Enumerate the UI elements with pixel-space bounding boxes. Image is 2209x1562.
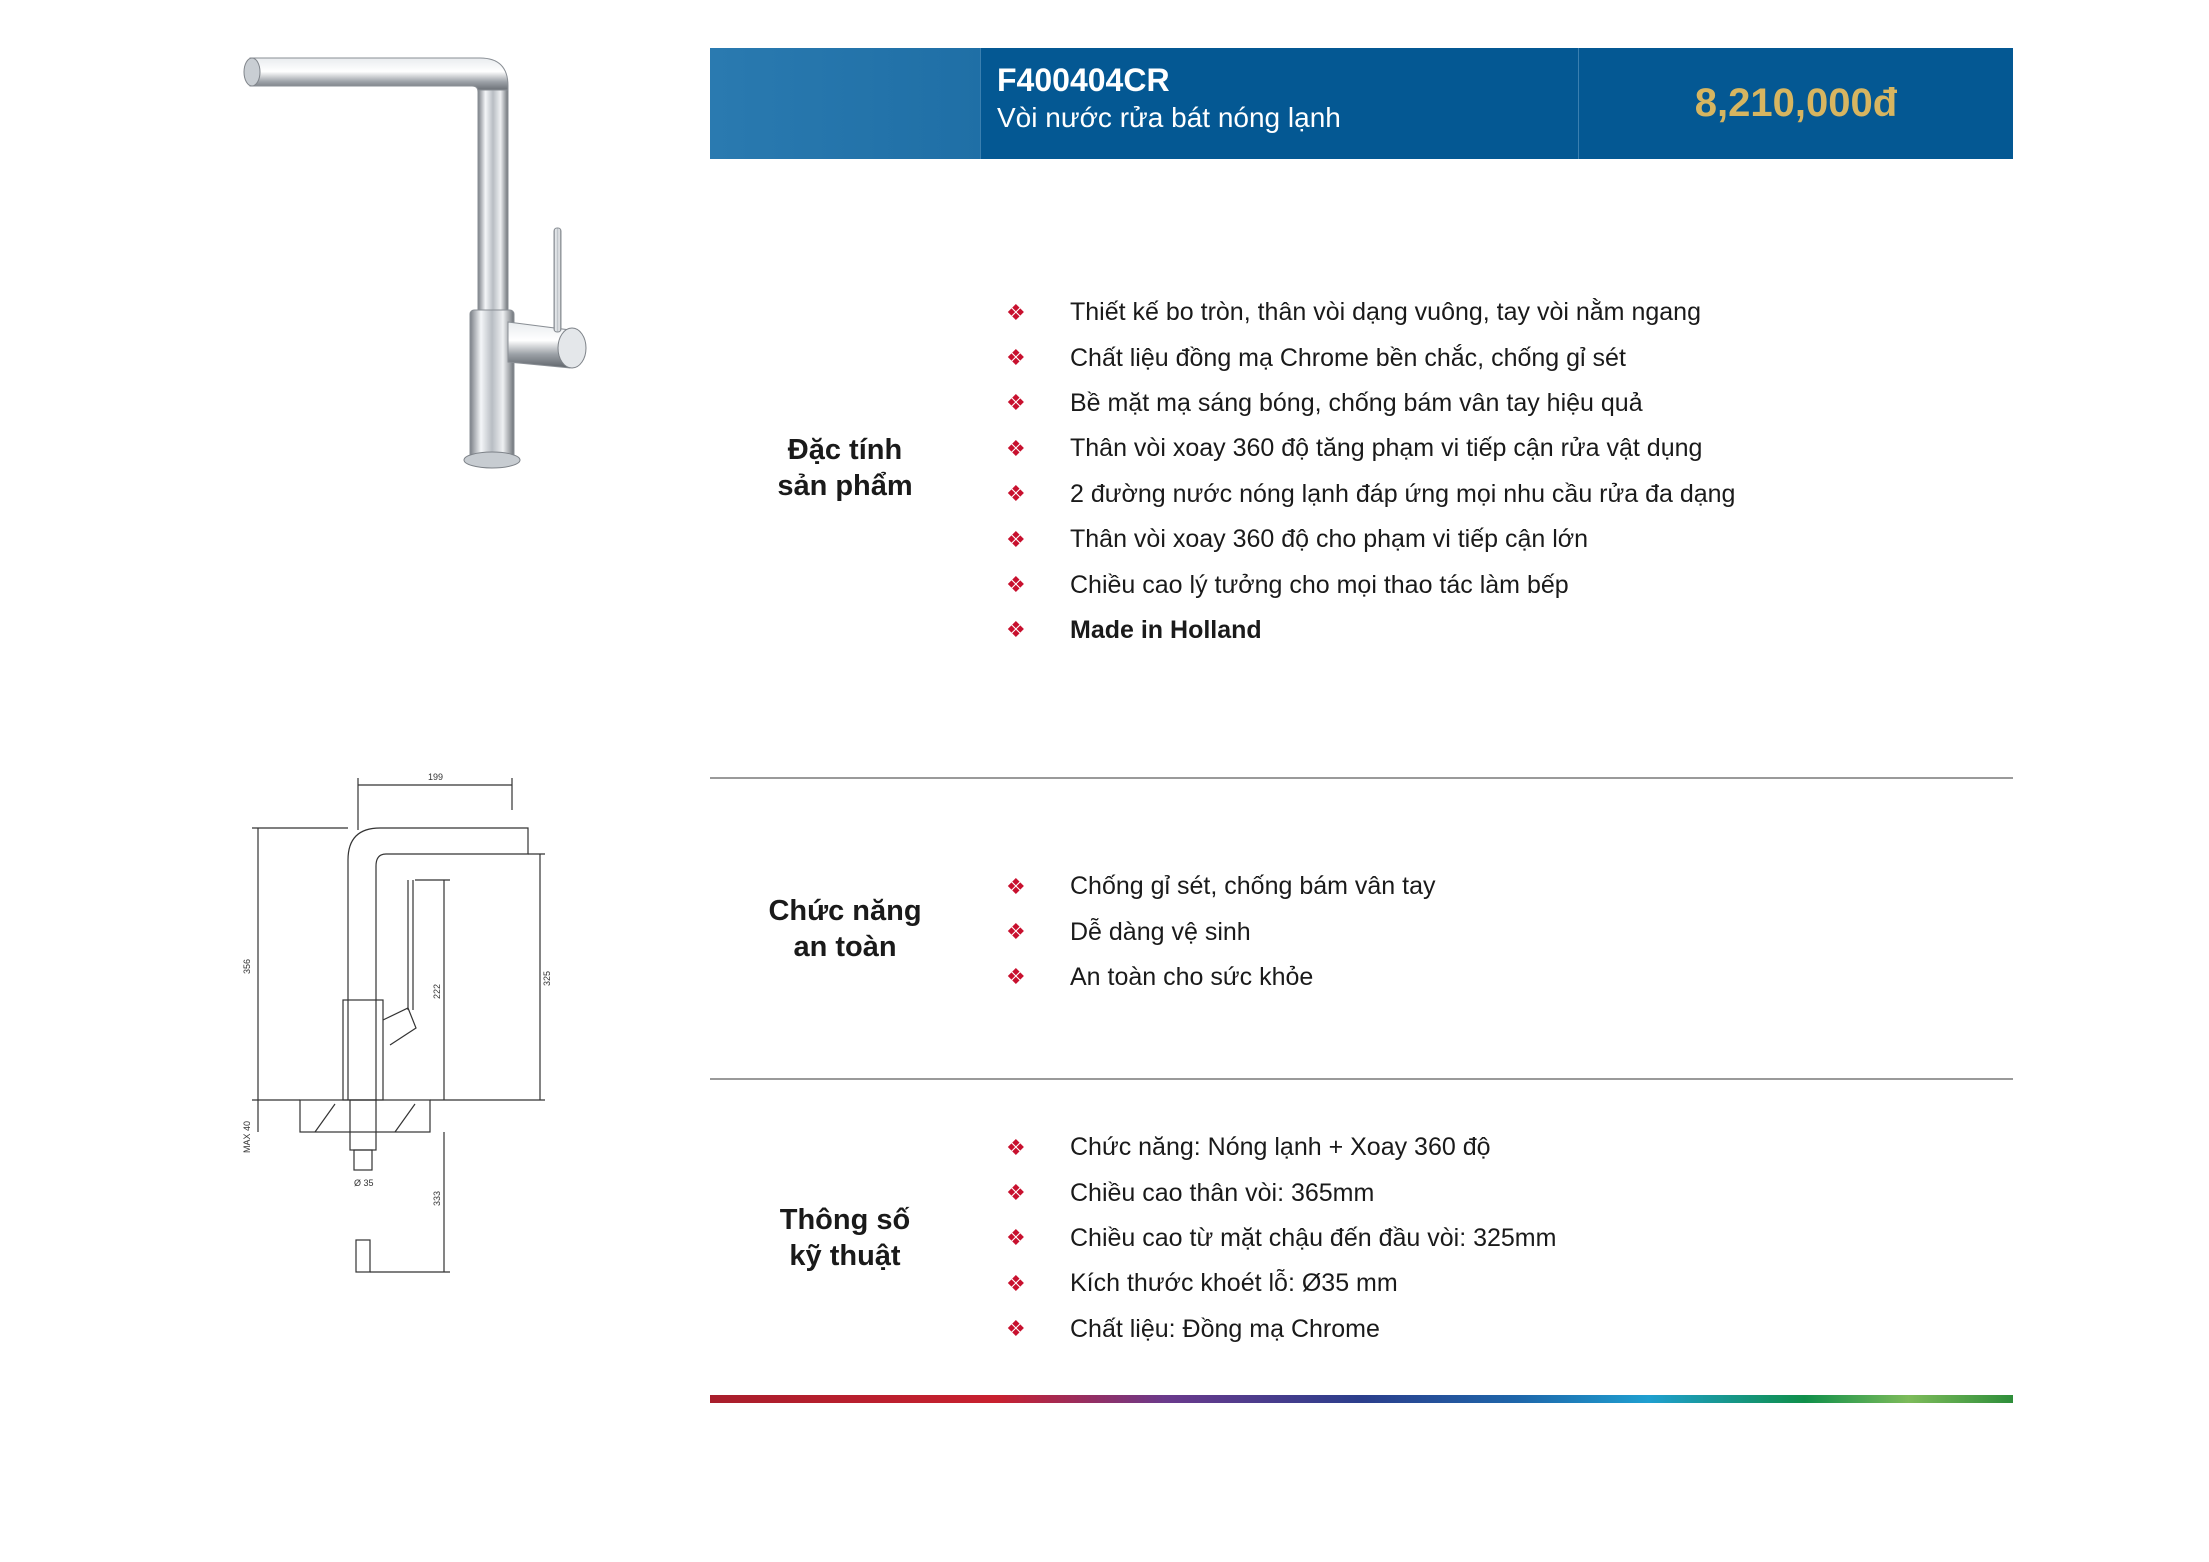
dim-max-label: MAX 40 <box>242 1120 252 1153</box>
features-list <box>1006 290 1735 653</box>
bullet-icon: ❖ <box>1006 873 1026 899</box>
bullet-icon: ❖ <box>1006 1270 1026 1296</box>
bottom-color-bar <box>710 1395 2013 1403</box>
bullet-icon: ❖ <box>1006 1180 1026 1206</box>
bullet-icon: ❖ <box>1006 299 1026 325</box>
section-label-features: Đặc tính sản phẩm <box>777 434 913 502</box>
bullet-icon: ❖ <box>1006 345 1026 371</box>
bullet-icon: ❖ <box>1006 526 1026 552</box>
dim-spout-height-label: 325 <box>542 970 552 986</box>
list-item: ❖ Chiều cao từ mặt chậu đến đầu vòi: 325mm <box>1006 1223 1557 1252</box>
bullet-icon: ❖ <box>1006 435 1026 461</box>
bullet-icon: ❖ <box>1006 1225 1026 1251</box>
list-item: ❖ An toàn cho sức khỏe <box>1006 962 1314 991</box>
section-divider <box>710 1078 2013 1080</box>
list-item: ❖ Thân vòi xoay 360 độ cho phạm vi tiếp cận lớn <box>1006 525 1589 554</box>
list-item: ❖ 2 đường nước nóng lạnh đáp ứng mọi nhu cầu rửa đa dạng <box>1006 479 1736 508</box>
header-title-block <box>980 48 1578 159</box>
list-item: ❖ Kích thước khoét lỗ: Ø35 mm <box>1006 1269 1398 1298</box>
faucet-photo <box>240 50 600 480</box>
section-label-safety: Chức năng an toàn <box>768 895 922 963</box>
dim-total-height-label: 356 <box>242 958 252 974</box>
product-header <box>710 48 2013 159</box>
list-item: ❖ Dễ dàng vệ sinh <box>1006 917 1251 946</box>
technical-drawing <box>240 770 560 1280</box>
list-item: ❖ Chất liệu đồng mạ Chrome bền chắc, chống gỉ sét <box>1006 343 1626 372</box>
section-divider <box>710 777 2013 779</box>
product-subtitle: Vòi nước rửa bát nóng lạnh <box>997 102 1341 133</box>
list-item: ❖ Chiều cao lý tưởng cho mọi thao tác làm bếp <box>1006 570 1569 599</box>
bullet-icon: ❖ <box>1006 617 1026 643</box>
section-label-specs: Thông số kỹ thuật <box>779 1204 911 1272</box>
list-item: ❖ Made in Holland <box>1006 615 1262 644</box>
list-item: ❖ Chất liệu: Đồng mạ Chrome <box>1006 1314 1380 1343</box>
dim-width-label: 199 <box>428 772 444 782</box>
model-code: F400404CR <box>997 62 1170 98</box>
safety-list <box>1006 864 1436 1000</box>
list-item: ❖ Thân vòi xoay 360 độ tăng phạm vi tiếp cận rửa vật dụng <box>1006 434 1703 463</box>
price: 8,210,000đ <box>1694 81 1898 125</box>
bullet-icon: ❖ <box>1006 390 1026 416</box>
bullet-icon: ❖ <box>1006 1134 1026 1160</box>
bullet-icon: ❖ <box>1006 572 1026 598</box>
bullet-icon: ❖ <box>1006 481 1026 507</box>
bullet-icon: ❖ <box>1006 919 1026 945</box>
header-accent-block <box>710 48 980 159</box>
list-item: ❖ Chức năng: Nóng lạnh + Xoay 360 độ <box>1006 1133 1491 1162</box>
list-item: ❖ Chống gỉ sét, chống bám vân tay <box>1006 872 1436 901</box>
bullet-icon: ❖ <box>1006 1316 1026 1342</box>
bullet-icon: ❖ <box>1006 964 1026 990</box>
list-item: ❖ Thiết kế bo tròn, thân vòi dạng vuông, tay vòi nằm ngang <box>1006 298 1701 327</box>
dim-hose-label: 333 <box>432 1190 442 1206</box>
specs-list <box>1006 1125 1556 1352</box>
dim-hole-label: Ø 35 <box>354 1178 374 1188</box>
list-item: ❖ Bề mặt mạ sáng bóng, chống bám vân tay hiệu quả <box>1006 388 1643 417</box>
list-item: ❖ Chiều cao thân vòi: 365mm <box>1006 1178 1375 1207</box>
header-price-block <box>1578 48 2013 159</box>
dim-handle-height-label: 222 <box>432 983 442 999</box>
